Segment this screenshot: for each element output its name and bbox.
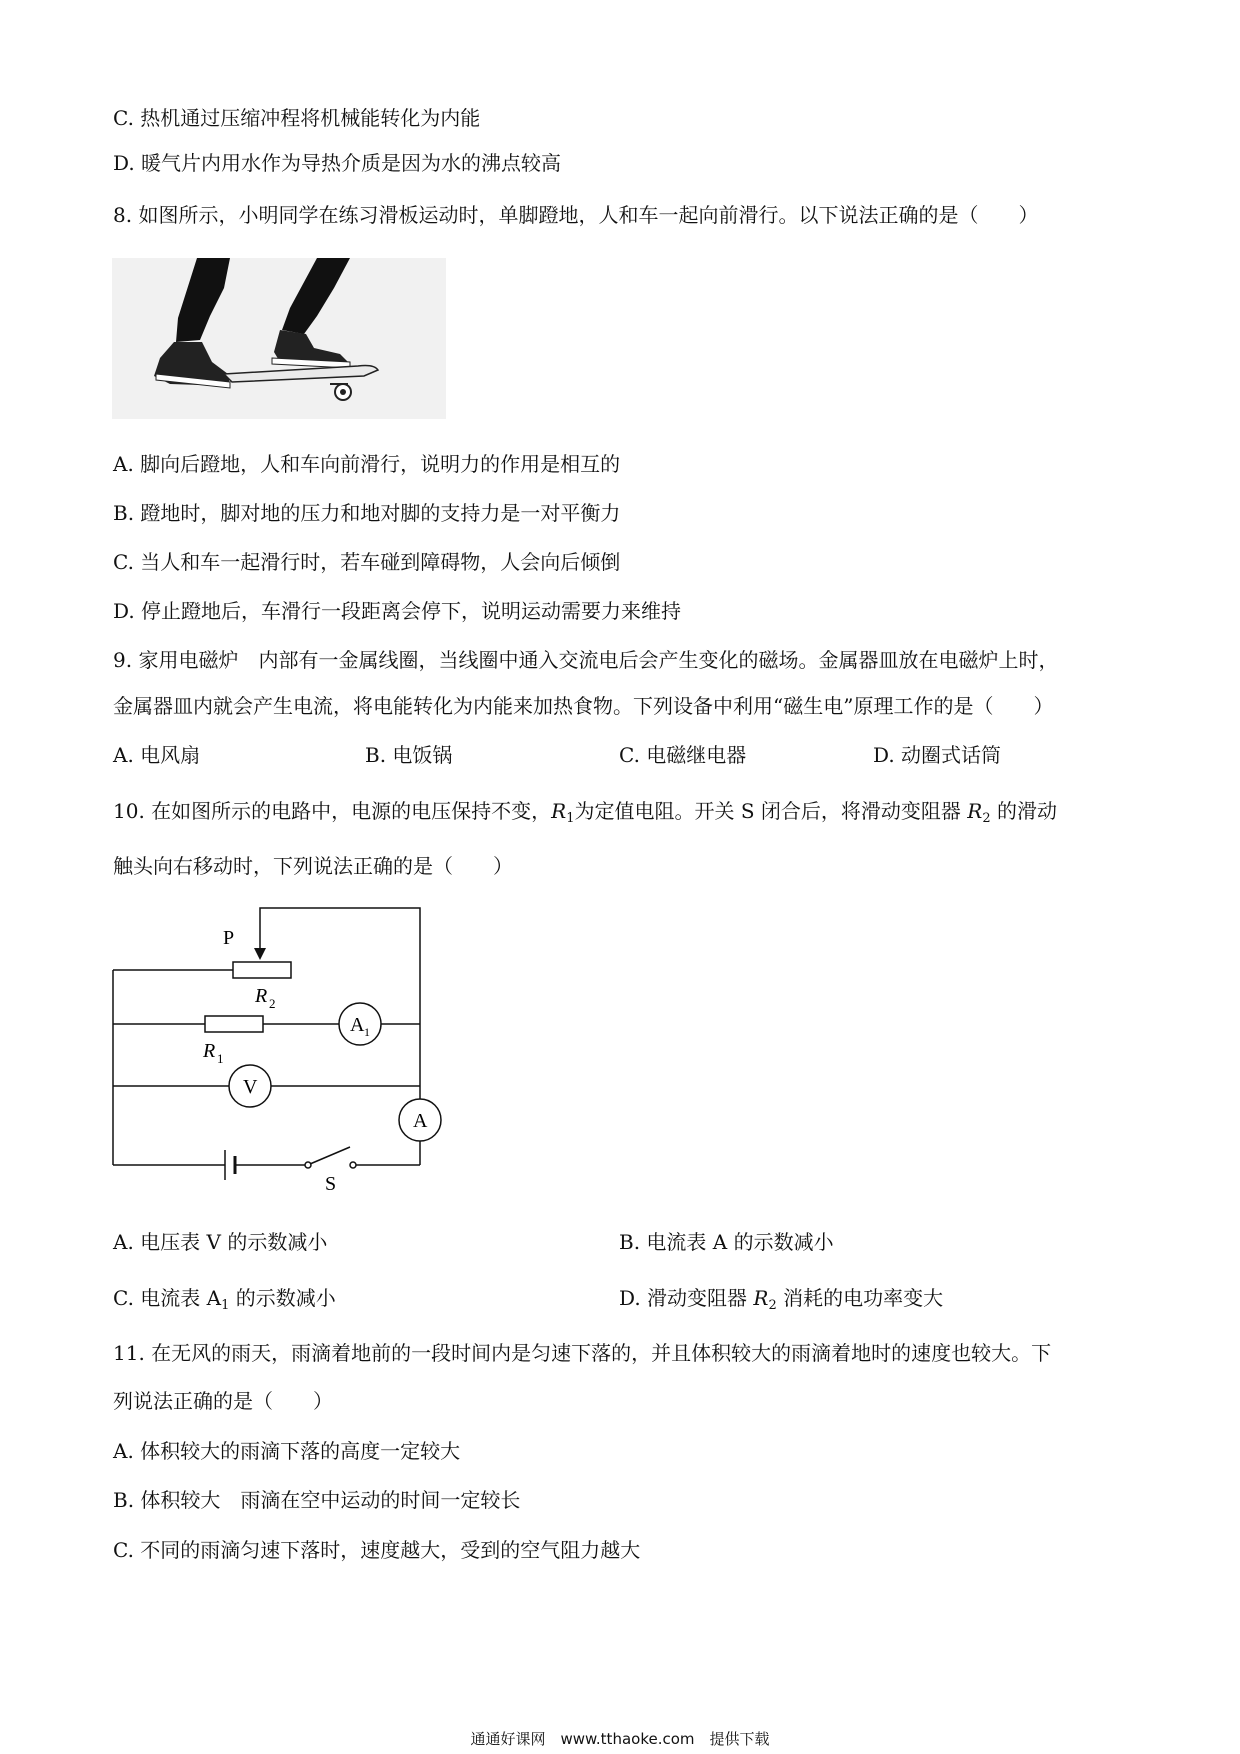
q10-option-c: C. 电流表 $A_1$ 的示数减小 [113, 1286, 336, 1313]
ammeter-a1-subscript: 1 [364, 1025, 370, 1039]
q8-option-d: D. 停止蹬地后，车滑行一段距离会停下，说明运动需要力来维持 [113, 599, 682, 623]
q10-stem-line2: 触头向右移动时，下列说法正确的是（ ） [113, 854, 513, 878]
switch-s-label: S [325, 1173, 337, 1195]
q9-option-c: C. 电磁继电器 [619, 743, 747, 767]
q11-option-c: C. 不同的雨滴匀速下落时，速度越大，受到的空气阻力越大 [113, 1538, 641, 1562]
r1-subscript: 1 [217, 1051, 224, 1066]
q8-option-b: B. 蹬地时，脚对地的压力和地对脚的支持力是一对平衡力 [113, 501, 621, 525]
r1-label: R [203, 1040, 216, 1062]
q7-option-c: C. 热机通过压缩冲程将机械能转化为内能 [113, 106, 481, 130]
q7-option-d: D. 暖气片内用水作为导热介质是因为水的沸点较高 [113, 151, 562, 175]
q8-option-a: A. 脚向后蹬地，人和车向前滑行，说明力的作用是相互的 [113, 452, 621, 476]
q10-option-d: D. 滑动变阻器 $R_2$ 消耗的电功率变大 [619, 1286, 944, 1313]
voltmeter-label: V [243, 1076, 258, 1098]
q10-option-b: B. 电流表 A 的示数减小 [619, 1230, 834, 1254]
ammeter-a1-label: A [350, 1014, 365, 1036]
q8-option-c: C. 当人和车一起滑行时，若车碰到障碍物，人会向后倾倒 [113, 550, 621, 574]
q9-stem-line2: 金属器皿内就会产生电流，将电能转化为内能来加热食物。下列设备中利用“磁生电”原理工作的是（ ） [113, 694, 1054, 718]
q11-stem-line1: 11. 在无风的雨天，雨滴着地前的一段时间内是匀速下落的，并且体积较大的雨滴着地时的速度也较大。下 [113, 1341, 1052, 1365]
q9-option-a: A. 电风扇 [113, 743, 201, 767]
q9-stem-line1: 9. 家用电磁炉 内部有一金属线圈，当线圈中通入交流电后会产生变化的磁场。金属器皿放在电磁炉上时， [113, 648, 1059, 672]
page-footer: 通通好课网 www.tthaoke.com 提供下载 [470, 1730, 770, 1748]
ammeter-a-label: A [413, 1110, 428, 1132]
skateboard-figure [112, 258, 446, 419]
q9-option-b: B. 电饭锅 [365, 743, 453, 767]
q11-option-a: A. 体积较大的雨滴下落的高度一定较大 [113, 1439, 461, 1463]
q10-stem-line1: 10. 在如图所示的电路中，电源的电压保持不变，$R_1$为定值电阻。开关 S 闭合后，将滑动变阻器 $R_2$ 的滑动 [113, 799, 1057, 826]
q8-stem: 8. 如图所示，小明同学在练习滑板运动时，单脚蹬地，人和车一起向前滑行。以下说法正确的是（ ） [113, 203, 1039, 227]
q9-option-d: D. 动圈式话筒 [873, 743, 1002, 767]
q11-option-b: B. 体积较大 雨滴在空中运动的时间一定较长 [113, 1488, 521, 1512]
r2-label: R [255, 985, 268, 1007]
circuit-diagram [105, 900, 445, 1200]
q11-stem-line2: 列说法正确的是（ ） [113, 1389, 333, 1413]
r2-subscript: 2 [269, 996, 276, 1011]
q10-option-a: A. 电压表 V 的示数减小 [113, 1230, 328, 1254]
slider-p-label: P [223, 927, 235, 949]
